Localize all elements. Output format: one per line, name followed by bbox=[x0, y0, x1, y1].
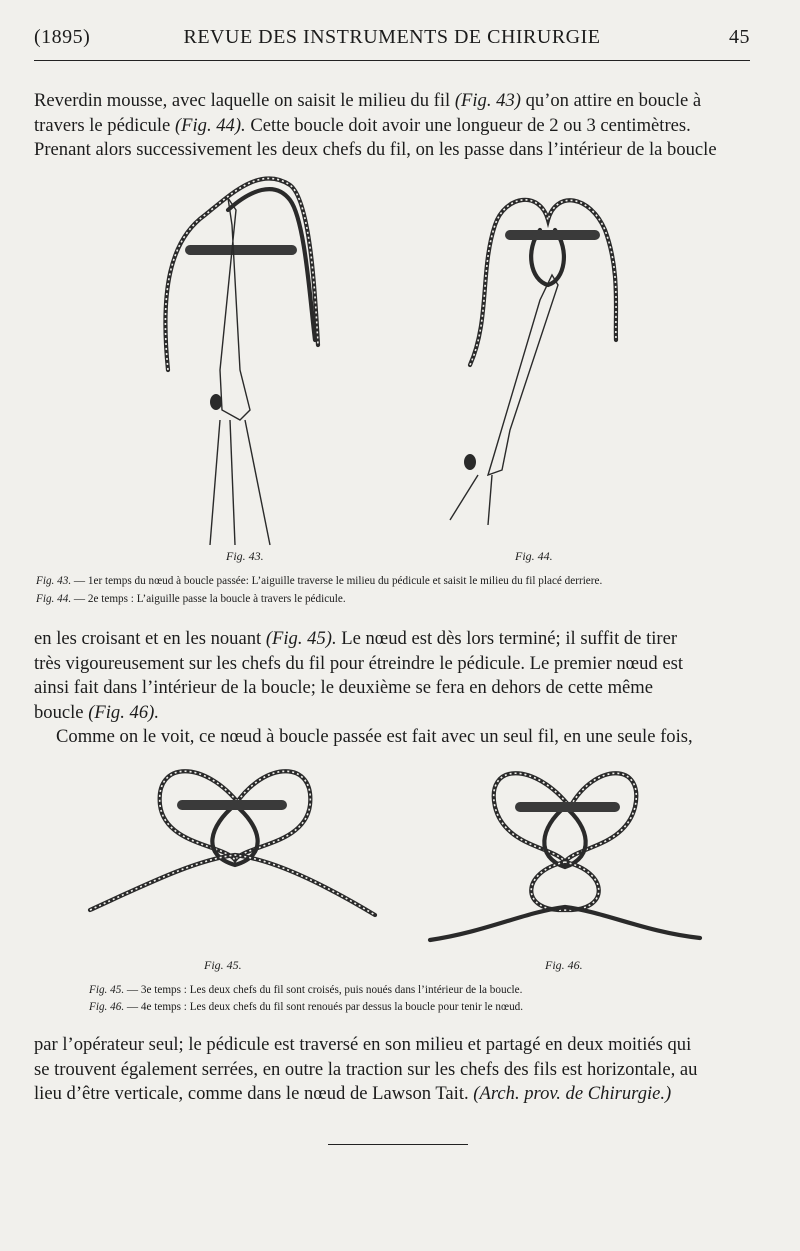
header-year: (1895) bbox=[34, 26, 91, 48]
text-line: en les croisant et en les nouant (Fig. 45). Le nœud est dès lors terminé; il suffit de tirer bbox=[34, 628, 678, 649]
text-line: Comme on le voit, ce nœud à boucle passée est fait avec un seul fil, en une seule fois, bbox=[56, 726, 693, 747]
end-rule bbox=[328, 1144, 468, 1145]
paragraph-intro bbox=[34, 89, 750, 163]
running-header bbox=[34, 26, 750, 52]
header-rule bbox=[34, 60, 750, 61]
text-line: très vigoureusement sur les chefs du fil pour étreindre le pédicule. Le premier nœud est bbox=[34, 652, 684, 674]
text-line: lieu d’être verticale, comme dans le nœud de Lawson Tait. (Arch. prov. de Chirurgie.) bbox=[34, 1083, 672, 1104]
figure-reference: (Fig. 44). bbox=[174, 114, 246, 136]
figure-45-illustration bbox=[85, 765, 385, 925]
figure-reference: (Fig. 43) bbox=[454, 90, 521, 111]
caption-figure-43: Fig. 43. — 1er temps du nœud à boucle passée: L’aiguille traverse le milieu du pédicule et saisit le milieu du fil placé derriere. bbox=[36, 575, 603, 587]
figure-44-illustration bbox=[440, 190, 640, 530]
header-title: REVUE DES INSTRUMENTS DE CHIRURGIE bbox=[183, 26, 601, 48]
figure-46-illustration bbox=[425, 762, 725, 952]
caption-figure-44: Fig. 44. — 2e temps : L’aiguille passe la boucle à travers le pédicule. bbox=[36, 593, 346, 605]
text-line: ainsi fait dans l’intérieur de la boucle; le deuxième se fera en dehors de cette même bbox=[34, 677, 654, 698]
source-citation: (Arch. prov. de Chirurgie.) bbox=[473, 1083, 672, 1104]
page-number: 45 bbox=[729, 26, 750, 48]
figure-45-label: Fig. 45. bbox=[204, 958, 242, 972]
figure-46-label: Fig. 46. bbox=[545, 958, 583, 972]
text-line: boucle (Fig. 46). bbox=[34, 701, 159, 723]
text-line: travers le pédicule (Fig. 44). Cette boucle doit avoir une longueur de 2 ou 3 centimètres. bbox=[34, 114, 691, 136]
figure-reference: (Fig. 46). bbox=[88, 701, 159, 723]
text-line: se trouvent également serrées, en outre la traction sur les chefs des fils est horizontale, au bbox=[34, 1058, 698, 1080]
text-line: Reverdin mousse, avec laquelle on saisit le milieu du fil (Fig. 43) qu’on attire en boucle à bbox=[34, 90, 702, 111]
caption-figure-45: Fig. 45. — 3e temps : Les deux chefs du fil sont croisés, puis noués dans l’intérieur de la boucle. bbox=[89, 984, 523, 996]
text-line: Prenant alors successivement les deux chefs du fil, on les passe dans l’intérieur de la boucle bbox=[34, 139, 717, 160]
paragraph-knot bbox=[34, 627, 750, 750]
figure-reference: (Fig. 45). bbox=[265, 628, 337, 649]
figure-43-illustration bbox=[150, 170, 340, 550]
figure-43-label: Fig. 43. bbox=[226, 549, 264, 563]
caption-figure-46: Fig. 46. — 4e temps : Les deux chefs du fil sont renoués par dessus la boucle pour tenir le nœud. bbox=[89, 1001, 524, 1013]
text-line: par l’opérateur seul; le pédicule est traversé en son milieu et partagé en deux moitiés qui bbox=[34, 1034, 692, 1055]
paragraph-conclusion bbox=[34, 1033, 750, 1107]
figure-44-label: Fig. 44. bbox=[515, 549, 553, 563]
